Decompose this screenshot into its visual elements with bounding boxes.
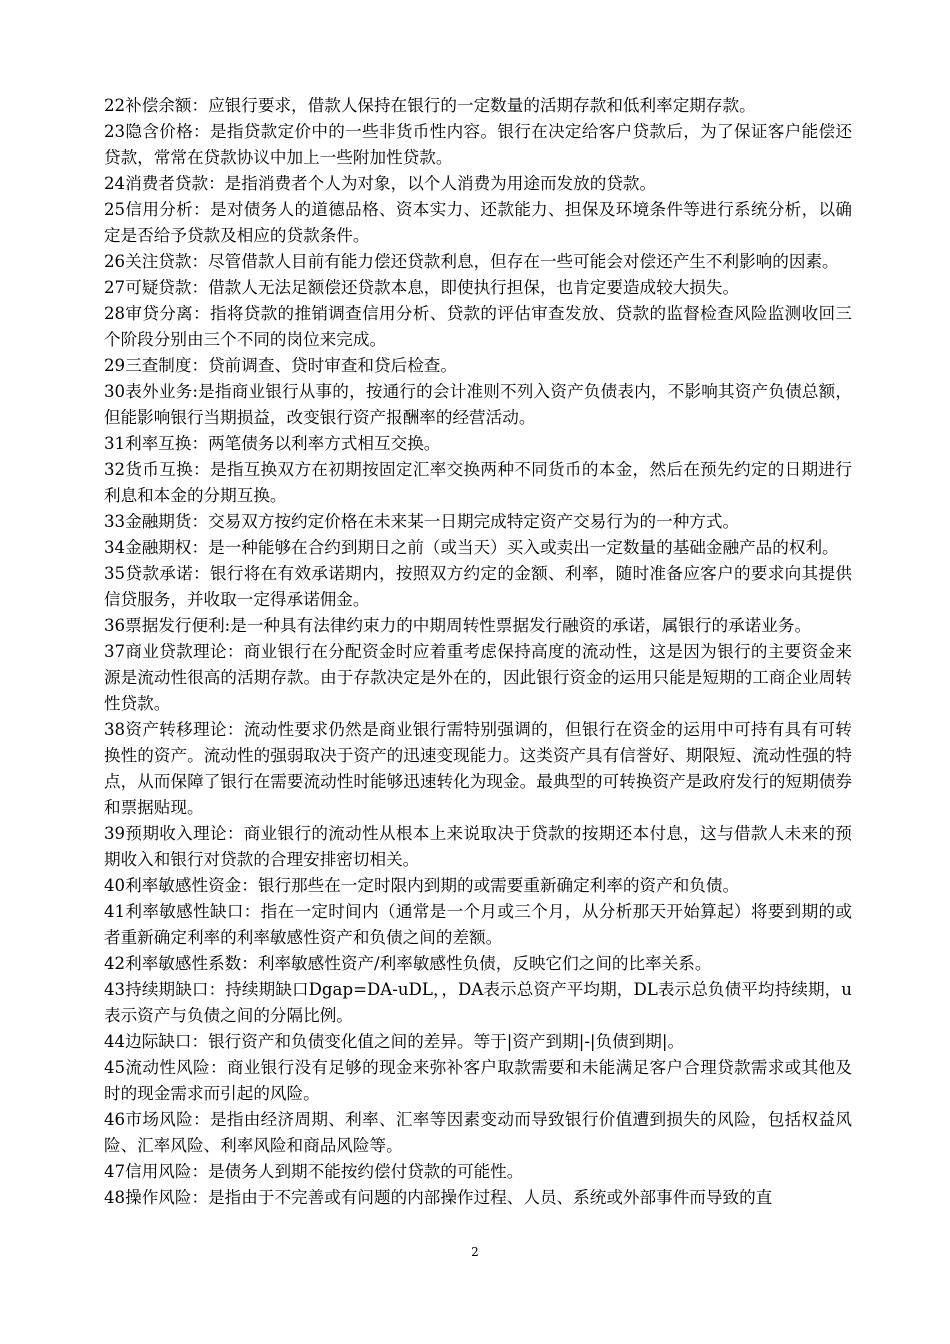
term-entry-30: 30表外业务:是指商业银行从事的，按通行的会计准则不列入资产负债表内，不影响其资产负债总额，但能影响银行当期损益，改变银行资产报酬率的经营活动。: [104, 382, 852, 427]
term-entry-48: 48操作风险：是指由于不完善或有问题的内部操作过程、人员、系统或外部事件而导致的直: [104, 1188, 773, 1207]
term-entry-32: 32货币互换：是指互换双方在初期按固定汇率交换两种不同货币的本金，然后在预先约定的日期进行利息和本金的分期互换。: [104, 460, 852, 505]
page-number: 2: [471, 1245, 479, 1259]
term-entry-27: 27可疑贷款：借款人无法足额偿还贷款本息，即使执行担保，也肯定要造成较大损失。: [104, 278, 740, 297]
term-entry-36: 36票据发行便利:是一种具有法律约束力的中期周转性票据发行融资的承诺，属银行的承诺业务。: [104, 616, 812, 635]
term-entry-34: 34金融期权：是一种能够在合约到期日之前（或当天）买入或卖出一定数量的基础金融产品的权利。: [104, 538, 839, 557]
term-entry-37: 37商业贷款理论：商业银行在分配资金时应着重考虑保持高度的流动性，这是因为银行的主要资金来源是流动性很高的活期存款。由于存款决定是外在的，因此银行资金的运用只能是短期的工商企业周转性贷款。: [104, 642, 852, 713]
term-entry-43: 43持续期缺口：持续期缺口Dgap=DA-uDL，，DA表示总资产平均期，DL表示总负债平均持续期，u表示资产与负债之间的分隔比例。: [104, 980, 852, 1025]
term-entry-24: 24消费者贷款：是指消费者个人为对象，以个人消费为用途而发放的贷款。: [104, 174, 657, 193]
term-entry-46: 46市场风险：是指由经济周期、利率、汇率等因素变动而导致银行价值遭到损失的风险，包括权益风险、汇率风险、利率风险和商品风险等。: [104, 1110, 852, 1155]
term-entry-22: 22补偿余额：应银行要求，借款人保持在银行的一定数量的活期存款和低利率定期存款。: [104, 96, 756, 115]
term-entry-41: 41利率敏感性缺口：指在一定时间内（通常是一个月或三个月，从分析那天开始算起）将要到期的或者重新确定利率的利率敏感性资产和负债之间的差额。: [104, 902, 852, 947]
term-entry-45: 45流动性风险：商业银行没有足够的现金来弥补客户取款需要和未能满足客户合理贷款需求或其他及时的现金需求而引起的风险。: [104, 1058, 852, 1103]
term-entry-39: 39预期收入理论：商业银行的流动性从根本上来说取决于贷款的按期还本付息，这与借款人未来的预期收入和银行对贷款的合理安排密切相关。: [104, 824, 852, 869]
term-entry-26: 26关注贷款：尽管借款人目前有能力偿还贷款利息，但存在一些可能会对偿还产生不利影响的因素。: [104, 252, 839, 271]
term-entry-25: 25信用分析：是对债务人的道德品格、资本实力、还款能力、担保及环境条件等进行系统分析，以确定是否给予贷款及相应的贷款条件。: [104, 200, 852, 245]
term-entry-33: 33金融期货：交易双方按约定价格在未来某一日期完成特定资产交易行为的一种方式。: [104, 512, 740, 531]
term-entry-23: 23隐含价格：是指贷款定价中的一些非货币性内容。银行在决定给客户贷款后，为了保证客户能偿还贷款，常常在贷款协议中加上一些附加性贷款。: [104, 122, 852, 167]
term-entry-38: 38资产转移理论：流动性要求仍然是商业银行需特别强调的，但银行在资金的运用中可持有具有可转换性的资产。流动性的强弱取决于资产的迅速变现能力。这类资产具有信誉好、期限短、流动性强的特点，从而保障了银行在需要流动性时能够迅速转化为现金。最典型的可转换资产是政府发行的短期债券和票据贴现。: [104, 720, 852, 817]
term-entry-40: 40利率敏感性资金：银行那些在一定时限内到期的或需要重新确定利率的资产和负债。: [104, 876, 740, 895]
page-body: [104, 93, 852, 1211]
term-entry-35: 35贷款承诺：银行将在有效承诺期内，按照双方约定的金额、利率，随时准备应客户的要求向其提供信贷服务，并收取一定得承诺佣金。: [104, 564, 852, 609]
term-entry-44: 44边际缺口：银行资产和负债变化值之间的差异。等于|资产到期|-|负债到期|。: [104, 1032, 685, 1051]
term-entry-29: 29三查制度：贷前调查、贷时审查和贷后检查。: [104, 356, 457, 375]
term-entry-31: 31利率互换：两笔债务以利率方式相互交换。: [104, 434, 441, 453]
term-entry-42: 42利率敏感性系数：利率敏感性资产/利率敏感性负债，反映它们之间的比率关系。: [104, 954, 712, 973]
term-entry-28: 28审贷分离：指将贷款的推销调查信用分析、贷款的评估审查发放、贷款的监督检查风险监测收回三个阶段分别由三个不同的岗位来完成。: [104, 304, 852, 349]
term-entry-47: 47信用风险：是债务人到期不能按约偿付贷款的可能性。: [104, 1162, 524, 1181]
